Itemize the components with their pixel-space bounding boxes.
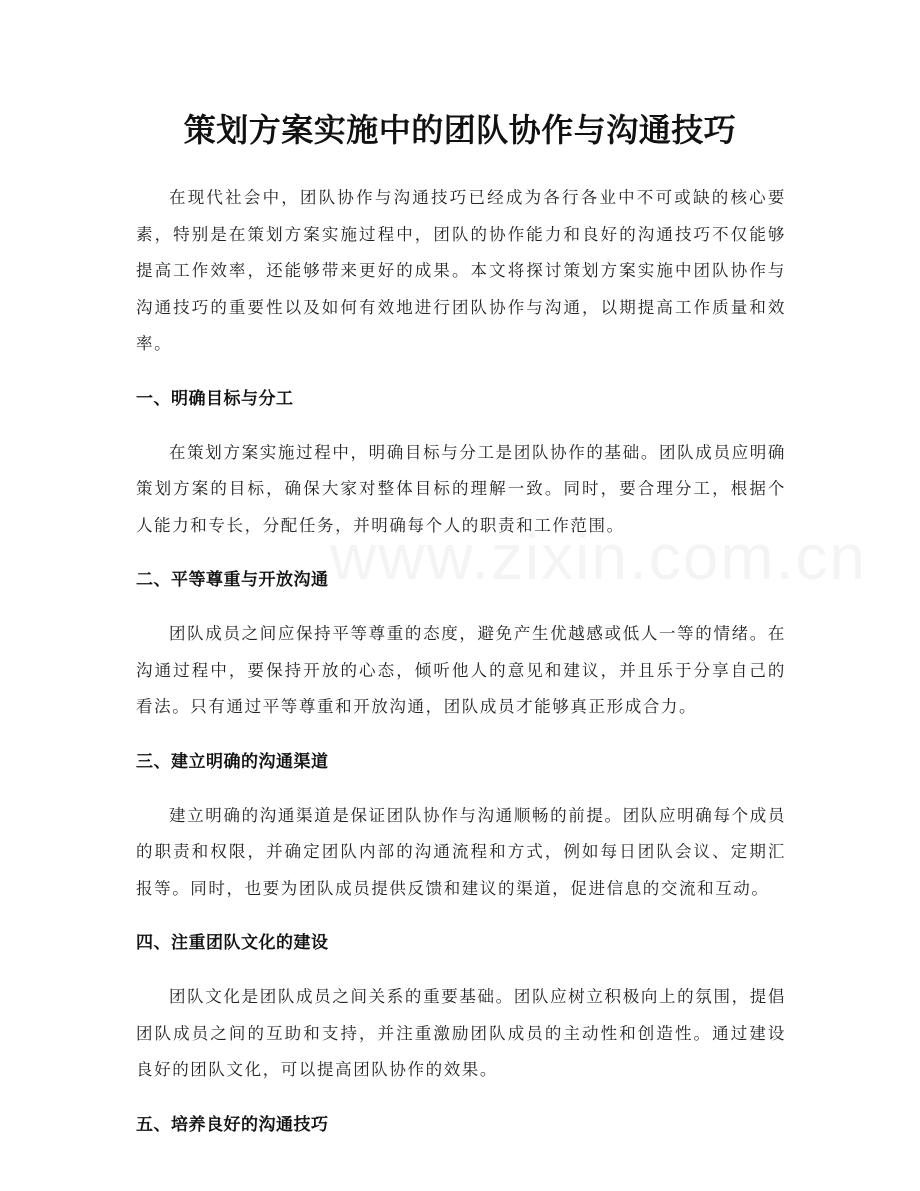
section-4 [136, 929, 786, 1089]
section-heading: 四、注重团队文化的建设 [136, 933, 329, 953]
section-heading: 五、培养良好的沟通技巧 [136, 1114, 329, 1135]
section-1 [136, 385, 786, 545]
section-3 [136, 748, 786, 908]
section-2 [136, 566, 786, 726]
section-heading: 一、明确目标与分工 [136, 388, 294, 409]
intro-paragraph: 在现代社会中，团队协作与沟通技巧已经成为各行各业中不可或缺的核心要素，特别是在策划方案实施过程中，团队的协作能力和良好的沟通技巧不仅能够提高工作效率，还能够带来更好的成果。本文将探讨策划方案实施中团队协作与沟通技巧的重要性以及如何有效地进行团队协作与沟通，以期提高工作质量和效率。 [136, 188, 786, 353]
section-paragraph: 在策划方案实施过程中，明确目标与分工是团队协作的基础。团队成员应明确策划方案的目标，确保大家对整体目标的理解一致。同时，要合理分工，根据个人能力和专长，分配任务，并明确每个人的职责和工作范围。 [136, 442, 786, 535]
document-body [136, 180, 786, 1161]
document-title: 策划方案实施中的团队协作与沟通技巧 [183, 111, 737, 149]
section-5 [136, 1111, 786, 1139]
section-paragraph: 团队成员之间应保持平等尊重的态度，避免产生优越感或低人一等的情绪。在沟通过程中，要保持开放的心态，倾听他人的意见和建议，并且乐于分享自己的看法。只有通过平等尊重和开放沟通，团队成员才能够真正形成合力。 [136, 624, 786, 716]
section-paragraph: 团队文化是团队成员之间关系的重要基础。团队应树立积极向上的氛围，提倡团队成员之间的互助和支持，并注重激励团队成员的主动性和创造性。通过建设良好的团队文化，可以提高团队协作的效果。 [136, 987, 786, 1079]
section-heading: 二、平等尊重与开放沟通 [136, 570, 329, 590]
section-paragraph: 建立明确的沟通渠道是保证团队协作与沟通顺畅的前提。团队应明确每个成员的职责和权限，并确定团队内部的沟通流程和方式，例如每日团队会议、定期汇报等。同时，也要为团队成员提供反馈和建议的渠道，促进信息的交流和互动。 [136, 805, 786, 898]
section-heading: 三、建立明确的沟通渠道 [136, 751, 329, 772]
